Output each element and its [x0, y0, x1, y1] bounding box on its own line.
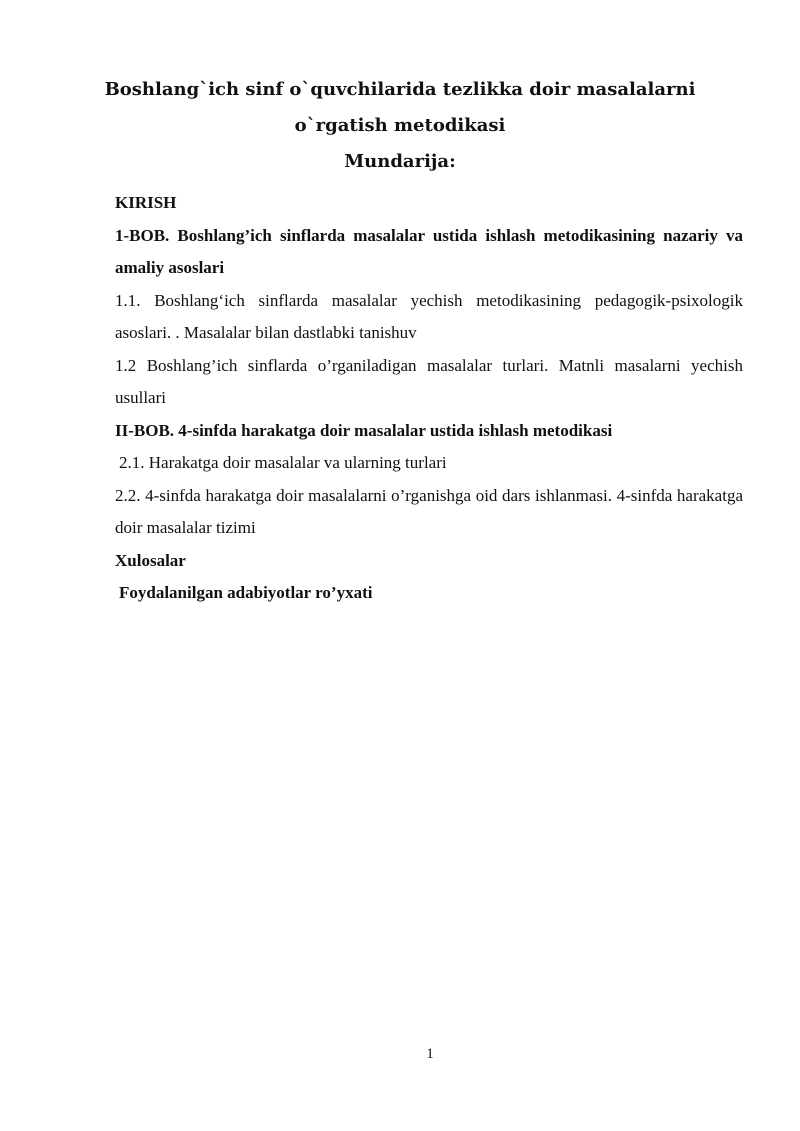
- contents-heading: Mundarija:: [344, 151, 456, 172]
- toc-entry-introduction: KIRISH: [115, 193, 177, 212]
- toc-entry-references: Foydalanilgan adabiyotlar ro’yxati: [119, 583, 373, 602]
- toc-entry-section-2-2: 2.2. 4-sinfda harakatga doir masalalarni o’rganishga oid dars ishlanmasi. 4-sinfda harakatga doir masalalar tizimi: [115, 485, 743, 537]
- table-of-contents: [115, 187, 743, 610]
- title-block: [100, 72, 700, 180]
- document-title-line-2: o`rgatish metodikasi: [294, 115, 506, 136]
- toc-entry-chapter-2: II-BOB. 4-sinfda harakatga doir masalalar ustida ishlash metodikasi: [115, 420, 613, 440]
- toc-entry-section-2-1: 2.1. Harakatga doir masalalar va ularning turlari: [119, 453, 447, 472]
- toc-entry-conclusions: Xulosalar: [115, 550, 186, 570]
- toc-entry-section-1-2: 1.2 Boshlang’ich sinflarda o’rganiladigan masalalar turlari. Matnli masalarni yechish usullari: [115, 355, 743, 407]
- document-title-line-1: Boshlang`ich sinf o`quvchilarida tezlikka doir masalalarni: [104, 79, 696, 100]
- toc-entry-chapter-1: 1-BOB. Boshlang’ich sinflarda masalalar ustida ishlash metodikasining nazariy va amaliy asoslari: [115, 225, 743, 277]
- toc-entry-section-1-1: 1.1. Boshlang‘ich sinflarda masalalar yechish metodikasining pedagogik-psixologik asoslari. . Masalalar bilan dastlabki tanishuv: [115, 290, 743, 342]
- page-number: 1: [426, 1046, 434, 1062]
